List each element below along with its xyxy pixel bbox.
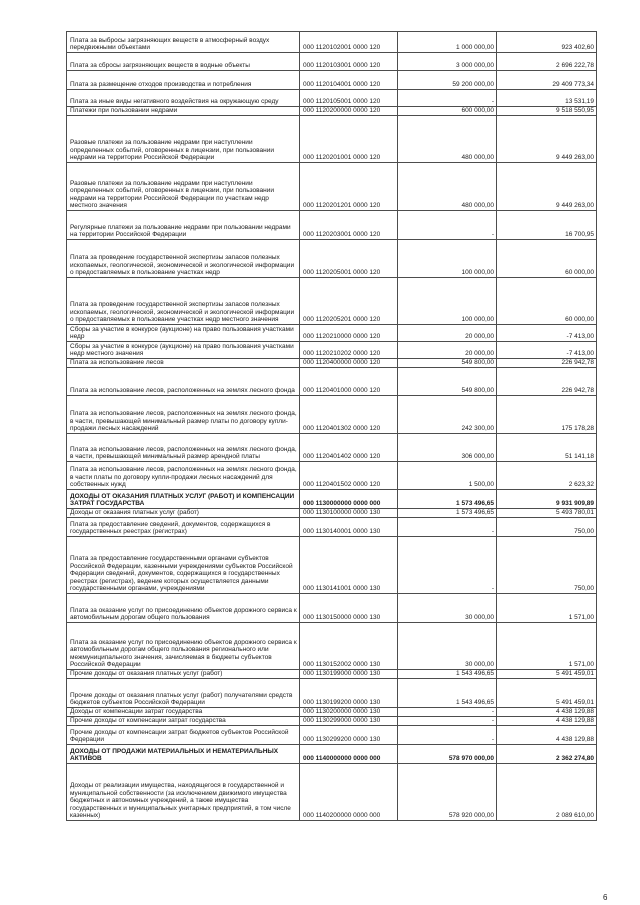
row-name: Плата за оказание услуг по присоединению объектов дорожного сервиса к автомобильным дорогам общего пользования регионального или межмуниципального значения, зачисляемая в бюджеты субъектов Российской Федерации xyxy=(67,623,300,670)
row-fact: 4 438 129,88 xyxy=(497,717,597,726)
row-name: Прочие доходы от оказания платных услуг (работ) получателями средств бюджетов субъектов Российской Федерации xyxy=(67,679,300,708)
table-row xyxy=(67,745,597,764)
row-plan: 600 000,00 xyxy=(398,107,497,116)
row-name: Платежи при пользовании недрами xyxy=(67,107,300,116)
row-name: Сборы за участие в конкурсе (аукционе) на право пользования участками недр местного значения xyxy=(67,342,300,359)
table-row xyxy=(67,163,597,211)
row-code: 000 1130150000 0000 130 xyxy=(300,594,398,623)
row-plan: 30 000,00 xyxy=(398,594,497,623)
row-code: 000 1130141001 0000 130 xyxy=(300,537,398,594)
row-code: 000 1130199000 0000 130 xyxy=(300,670,398,679)
row-code: 000 1120201201 0000 120 xyxy=(300,163,398,211)
row-name: Доходы от реализации имущества, находящегося в государственной и муниципальной собственности (за исключением движимого имущества бюджетных и автономных учреждений, а также имущества государственных и муниципальных унитарных предприятий, в том числе казенных) xyxy=(67,764,300,821)
row-fact: 923 402,60 xyxy=(497,32,597,53)
row-name: Плата за оказание услуг по присоединению объектов дорожного сервиса к автомобильным дорогам общего пользования xyxy=(67,594,300,623)
table-row xyxy=(67,509,597,518)
table-row xyxy=(67,359,597,368)
row-fact: 16 700,95 xyxy=(497,211,597,240)
row-fact: 13 531,19 xyxy=(497,90,597,107)
row-name: Разовые платежи за пользование недрами при наступлении определенных событий, оговоренных в лицензии, при пользовании недрами на территории Российской Федерации xyxy=(67,116,300,163)
table-row xyxy=(67,116,597,163)
table-row xyxy=(67,342,597,359)
row-name: Плата за размещение отходов производства и потребления xyxy=(67,71,300,90)
row-name: Плата за проведение государственной экспертизы запасов полезных ископаемых, геологической, экономической и экологической информации о предоставляемых в пользование участках недр местного значения xyxy=(67,278,300,325)
row-name: Плата за использование лесов xyxy=(67,359,300,368)
row-plan: 1 543 496,65 xyxy=(398,679,497,708)
row-plan: 100 000,00 xyxy=(398,278,497,325)
row-name: Плата за сбросы загрязняющих веществ в водные объекты xyxy=(67,53,300,71)
row-plan: - xyxy=(398,537,497,594)
row-plan: 20 000,00 xyxy=(398,342,497,359)
row-fact: 750,00 xyxy=(497,518,597,537)
row-code: 000 1130199200 0000 130 xyxy=(300,679,398,708)
row-name: Плата за предоставление государственными органами субъектов Российской Федерации, казенными учреждениями субъектов Российской Федерации сведений, документов, содержащихся в государственных реестрах (регистрах), ведение которых осуществляется данными государственными органами, учреждениями xyxy=(67,537,300,594)
row-code: 000 1140200000 0000 000 xyxy=(300,764,398,821)
table-row xyxy=(67,368,597,396)
row-code: 000 1120201001 0000 120 xyxy=(300,116,398,163)
row-plan: - xyxy=(398,717,497,726)
table-row xyxy=(67,434,597,462)
row-name: Плата за предоставление сведений, документов, содержащихся в государственных реестрах (регистрах) xyxy=(67,518,300,537)
row-fact: 9 931 909,89 xyxy=(497,490,597,509)
row-name: Прочие доходы от оказания платных услуг (работ) xyxy=(67,670,300,679)
row-name: Доходы от компенсации затрат государства xyxy=(67,708,300,717)
table-row xyxy=(67,462,597,490)
row-name: Разовые платежи за пользование недрами при наступлении определенных событий, оговоренных в лицензии, при пользовании недрами на территории Российской Федерации по участкам недр местного значения xyxy=(67,163,300,211)
row-plan: - xyxy=(398,708,497,717)
table-row xyxy=(67,396,597,434)
page-number: 6 xyxy=(603,893,608,902)
row-name: Прочие доходы от компенсации затрат бюджетов субъектов Российской Федерации xyxy=(67,726,300,745)
row-fact: 60 000,00 xyxy=(497,240,597,278)
row-code: 000 1120104001 0000 120 xyxy=(300,71,398,90)
table-row xyxy=(67,537,597,594)
row-code: 000 1120200000 0000 120 xyxy=(300,107,398,116)
table-row xyxy=(67,325,597,342)
row-name: ДОХОДЫ ОТ ОКАЗАНИЯ ПЛАТНЫХ УСЛУГ (РАБОТ) И КОМПЕНСАЦИИ ЗАТРАТ ГОСУДАРСТВА xyxy=(67,490,300,509)
row-fact: 5 493 780,01 xyxy=(497,509,597,518)
row-plan: 20 000,00 xyxy=(398,325,497,342)
row-code: 000 1120400000 0000 120 xyxy=(300,359,398,368)
table-row xyxy=(67,708,597,717)
table-row xyxy=(67,490,597,509)
row-fact: 60 000,00 xyxy=(497,278,597,325)
table-row xyxy=(67,594,597,623)
row-fact: 1 571,00 xyxy=(497,594,597,623)
row-fact: 750,00 xyxy=(497,537,597,594)
row-name: Доходы от оказания платных услуг (работ) xyxy=(67,509,300,518)
row-plan: - xyxy=(398,726,497,745)
row-code: 000 1120401302 0000 120 xyxy=(300,396,398,434)
row-plan: - xyxy=(398,90,497,107)
row-fact: 175 178,28 xyxy=(497,396,597,434)
row-plan: 1 500,00 xyxy=(398,462,497,490)
table-body xyxy=(67,32,597,821)
row-plan: 578 970 000,00 xyxy=(398,745,497,764)
row-code: 000 1130299200 0000 130 xyxy=(300,726,398,745)
table-row xyxy=(67,32,597,53)
row-plan: 242 300,00 xyxy=(398,396,497,434)
row-name: Плата за использование лесов, расположенных на землях лесного фонда xyxy=(67,368,300,396)
row-code: 000 1130299000 0000 130 xyxy=(300,717,398,726)
row-plan: - xyxy=(398,211,497,240)
table-row xyxy=(67,518,597,537)
row-code: 000 1130152002 0000 130 xyxy=(300,623,398,670)
row-fact: 2 696 222,78 xyxy=(497,53,597,71)
row-code: 000 1120105001 0000 120 xyxy=(300,90,398,107)
row-fact: 226 942,78 xyxy=(497,359,597,368)
row-code: 000 1120401402 0000 120 xyxy=(300,434,398,462)
row-plan: 3 000 000,00 xyxy=(398,53,497,71)
row-name: Плата за использование лесов, расположенных на землях лесного фонда, в части платы по договору купли-продажи лесных насаждений для собственных нужд xyxy=(67,462,300,490)
table-row xyxy=(67,211,597,240)
row-fact: 9 518 550,95 xyxy=(497,107,597,116)
row-code: 000 1120103001 0000 120 xyxy=(300,53,398,71)
row-plan: 480 000,00 xyxy=(398,116,497,163)
row-fact: 5 491 459,01 xyxy=(497,679,597,708)
row-plan: 1 000 000,00 xyxy=(398,32,497,53)
row-name: Прочие доходы от компенсации затрат государства xyxy=(67,717,300,726)
row-plan: 549 800,00 xyxy=(398,359,497,368)
row-name: Плата за проведение государственной экспертизы запасов полезных ископаемых, геологической, экономической и экологической информации о предоставляемых в пользование участках недр xyxy=(67,240,300,278)
row-name: Плата за иные виды негативного воздействия на окружающую среду xyxy=(67,90,300,107)
row-name: Плата за использование лесов, расположенных на землях лесного фонда, в части, превышающей минимальный размер платы по договору купли-продажи лесных насаждений xyxy=(67,396,300,434)
row-code: 000 1120210000 0000 120 xyxy=(300,325,398,342)
row-code: 000 1130000000 0000 000 xyxy=(300,490,398,509)
row-plan: 306 000,00 xyxy=(398,434,497,462)
row-fact: 4 438 129,88 xyxy=(497,708,597,717)
row-plan: 30 000,00 xyxy=(398,623,497,670)
row-name: Регулярные платежи за пользование недрами при пользовании недрами на территории Российской Федерации xyxy=(67,211,300,240)
row-code: 000 1120203001 0000 120 xyxy=(300,211,398,240)
row-fact: 226 942,78 xyxy=(497,368,597,396)
row-plan: - xyxy=(398,518,497,537)
row-code: 000 1130140001 0000 130 xyxy=(300,518,398,537)
table-row xyxy=(67,107,597,116)
row-fact: 9 449 263,00 xyxy=(497,116,597,163)
table-row xyxy=(67,278,597,325)
row-code: 000 1120102001 0000 120 xyxy=(300,32,398,53)
row-fact: 2 089 610,00 xyxy=(497,764,597,821)
table-row xyxy=(67,679,597,708)
row-plan: 549 800,00 xyxy=(398,368,497,396)
row-fact: 2 623,32 xyxy=(497,462,597,490)
table-row xyxy=(67,90,597,107)
row-code: 000 1130200000 0000 130 xyxy=(300,708,398,717)
table-row xyxy=(67,240,597,278)
row-fact: 4 438 129,88 xyxy=(497,726,597,745)
row-code: 000 1120205001 0000 120 xyxy=(300,240,398,278)
table-row xyxy=(67,670,597,679)
row-fact: 2 362 274,80 xyxy=(497,745,597,764)
row-plan: 59 200 000,00 xyxy=(398,71,497,90)
row-code: 000 1140000000 0000 000 xyxy=(300,745,398,764)
row-fact: -7 413,00 xyxy=(497,342,597,359)
row-name: ДОХОДЫ ОТ ПРОДАЖИ МАТЕРИАЛЬНЫХ И НЕМАТЕРИАЛЬНЫХ АКТИВОВ xyxy=(67,745,300,764)
row-code: 000 1120210202 0000 120 xyxy=(300,342,398,359)
row-code: 000 1120401000 0000 120 xyxy=(300,368,398,396)
row-fact: 5 491 459,01 xyxy=(497,670,597,679)
row-fact: 51 141,18 xyxy=(497,434,597,462)
revenue-table xyxy=(66,31,597,821)
row-fact: -7 413,00 xyxy=(497,325,597,342)
row-plan: 1 543 496,65 xyxy=(398,670,497,679)
table-row xyxy=(67,71,597,90)
row-fact: 9 449 263,00 xyxy=(497,163,597,211)
row-name: Плата за выбросы загрязняющих веществ в атмосферный воздух передвижными объектами xyxy=(67,32,300,53)
table-row xyxy=(67,717,597,726)
row-plan: 100 000,00 xyxy=(398,240,497,278)
row-fact: 1 571,00 xyxy=(497,623,597,670)
row-code: 000 1120401502 0000 120 xyxy=(300,462,398,490)
row-code: 000 1120205201 0000 120 xyxy=(300,278,398,325)
row-plan: 1 573 496,65 xyxy=(398,490,497,509)
table-row xyxy=(67,764,597,821)
table-row xyxy=(67,53,597,71)
table-row xyxy=(67,726,597,745)
table-row xyxy=(67,623,597,670)
row-plan: 1 573 496,65 xyxy=(398,509,497,518)
row-name: Сборы за участие в конкурсе (аукционе) на право пользования участками недр xyxy=(67,325,300,342)
row-fact: 29 409 773,34 xyxy=(497,71,597,90)
row-code: 000 1130100000 0000 130 xyxy=(300,509,398,518)
row-name: Плата за использование лесов, расположенных на землях лесного фонда, в части, превышающей минимальный размер арендной платы xyxy=(67,434,300,462)
row-plan: 480 000,00 xyxy=(398,163,497,211)
row-plan: 578 920 000,00 xyxy=(398,764,497,821)
